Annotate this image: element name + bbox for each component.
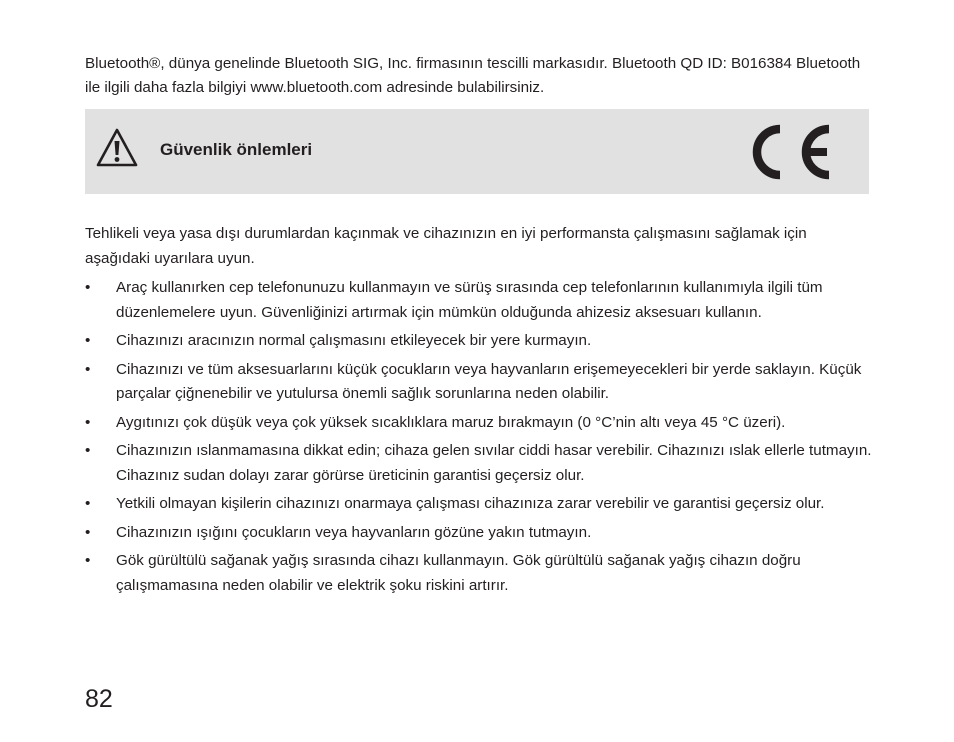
list-item <box>85 329 875 354</box>
bullet-icon: • <box>85 523 91 541</box>
safety-banner <box>85 109 869 194</box>
list-item-text: Cihazınızı aracınızın normal çalışmasını etkileyecek bir yere kurmayın. <box>116 332 592 349</box>
list-item <box>85 276 875 325</box>
bullet-icon: • <box>85 552 91 569</box>
list-item <box>85 411 875 436</box>
bullet-icon: • <box>85 360 91 378</box>
list-item <box>85 358 875 407</box>
list-item <box>85 549 875 598</box>
list-item-text: Cihazınızın ışığını çocukların veya hayvanların gözüne yakın tutmayın. <box>116 523 592 541</box>
list-item <box>85 492 875 517</box>
lead-paragraph: Tehlikeli veya yasa dışı durumlardan kaçınmak ve cihazınızın en iyi performansta çalışmasını sağlamak için aşağıdaki uyarılara uyun. <box>85 225 807 267</box>
bullet-icon: • <box>85 413 91 431</box>
list-item <box>85 439 875 488</box>
bullet-icon: • <box>85 332 91 349</box>
list-item-text: Aygıtınızı çok düşük veya çok yüksek sıcaklıklara maruz bırakmayın (0 °C’nin altı veya 45 °C üzeri). <box>116 413 786 431</box>
bullet-icon: • <box>85 442 91 459</box>
safety-list <box>85 276 875 602</box>
ce-mark-icon <box>740 119 835 185</box>
list-item-text: Yetkili olmayan kişilerin cihazınızı onarmaya çalışması cihazınıza zarar verebilir ve garantisi geçersiz olur. <box>116 495 825 512</box>
list-item-text: Cihazınızı ve tüm aksesuarlarını küçük çocukların veya hayvanların erişemeyecekleri bir yerde saklayın. Küçük parçalar çiğnenebilir ve yutulursa önemli sağlık sorunlarına neden olabilir. <box>116 360 862 402</box>
warning-triangle-icon <box>95 127 139 169</box>
page-number: 82 <box>85 685 113 713</box>
bullet-icon: • <box>85 279 91 296</box>
list-item <box>85 521 875 546</box>
list-item-text: Gök gürültülü sağanak yağış sırasında cihazı kullanmayın. Gök gürültülü sağanak yağış cihazın doğru çalışmamasına neden olabilir ve elektrik şoku riskini artırır. <box>116 552 801 594</box>
intro-paragraph: Bluetooth®, dünya genelinde Bluetooth SIG, Inc. firmasının tescilli markasıdır. Bluetooth QD ID: B016384 Bluetooth ile ilgili daha fazla bilgiyi www.bluetooth.com adresinde bulabilirsiniz. <box>85 55 861 96</box>
list-item-text: Cihazınızın ıslanmamasına dikkat edin; cihaza gelen sıvılar ciddi hasar verebilir. Cihazınızı ıslak ellerle tutmayın. Cihazınız sudan dolayı zarar görürse üreticinin garantisi geçersiz olur. <box>116 442 872 484</box>
banner-title: Güvenlik önlemleri <box>160 140 313 159</box>
list-item-text: Araç kullanırken cep telefonunuzu kullanmayın ve sürüş sırasında cep telefonlarının kullanımıyla ilgili tüm düzenlemelere uyun. Güvenliğinizi artırmak için mümkün olduğunda ahizesiz aksesuarı kullanın. <box>116 279 823 321</box>
bullet-icon: • <box>85 495 91 512</box>
